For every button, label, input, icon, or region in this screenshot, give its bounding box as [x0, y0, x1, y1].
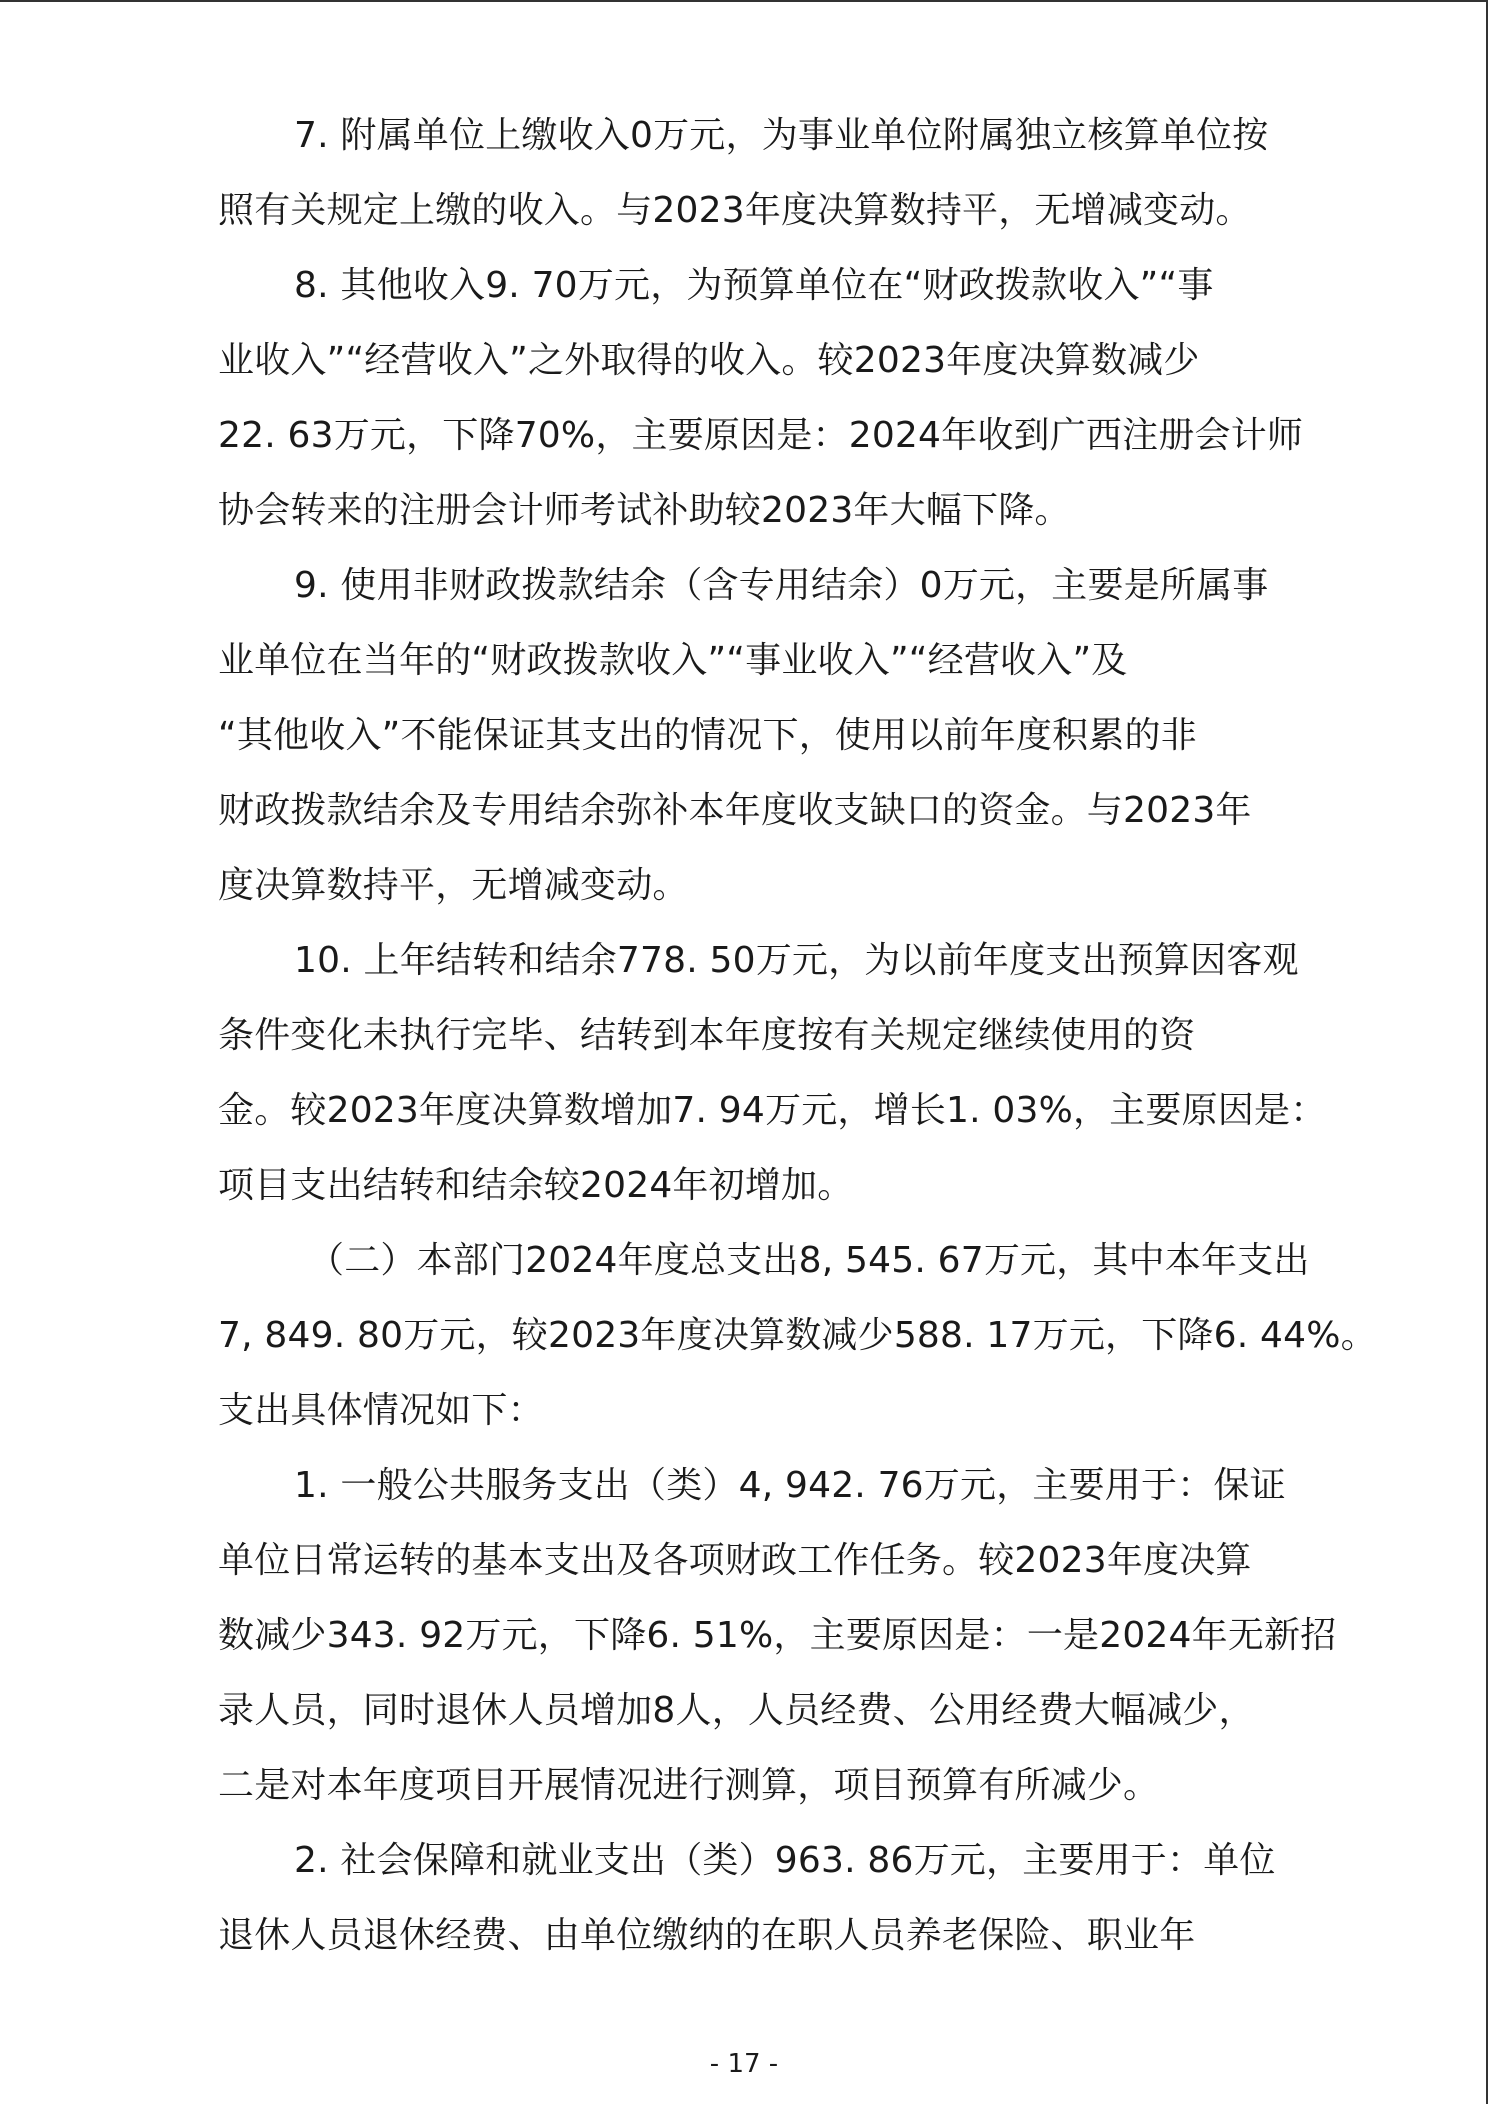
- text-line: 单位日常运转的基本支出及各项财政工作任务。较2023年度决算: [218, 1540, 1252, 1581]
- text-line: 业单位在当年的“财政拨款收入”“事业收入”“经营收入”及: [218, 640, 1128, 681]
- paragraph-general-public-services: [218, 1448, 1337, 1823]
- text-line: 支出具体情况如下：: [218, 1390, 544, 1431]
- text-line: 9. 使用非财政拨款结余（含专用结余）0万元，主要是所属事: [294, 565, 1269, 606]
- text-line: 协会转来的注册会计师考试补助较2023年大幅下降。: [218, 490, 1071, 531]
- text-line: 22. 63万元，下降70%，主要原因是：2024年收到广西注册会计师: [218, 415, 1304, 456]
- text-line: 条件变化未执行完毕、结转到本年度按有关规定继续使用的资: [218, 1015, 1196, 1056]
- text-line: 2. 社会保障和就业支出（类）963. 86万元，主要用于：单位: [294, 1840, 1276, 1881]
- paragraph-other-income: [218, 248, 1304, 548]
- text-line: 金。较2023年度决算数增加7. 94万元，增长1. 03%，主要原因是：: [218, 1090, 1327, 1131]
- text-line: “其他收入”不能保证其支出的情况下，使用以前年度积累的非: [218, 715, 1197, 756]
- document-body: [218, 98, 1377, 1973]
- text-line: 照有关规定上缴的收入。与2023年度决算数持平，无增减变动。: [218, 190, 1252, 231]
- text-line: 1. 一般公共服务支出（类）4, 942. 76万元，主要用于：保证: [294, 1465, 1286, 1506]
- text-line: 退休人员退休经费、由单位缴纳的在职人员养老保险、职业年: [218, 1915, 1196, 1956]
- paragraph-prior-year-carryover: [218, 923, 1327, 1223]
- paragraph-total-expenditure: [218, 1223, 1377, 1448]
- paragraph-non-fiscal-balance: [218, 548, 1286, 923]
- text-line: 财政拨款结余及专用结余弥补本年度收支缺口的资金。与2023年: [218, 790, 1252, 831]
- text-line: 二是对本年度项目开展情况进行测算，项目预算有所减少。: [218, 1765, 1160, 1806]
- text-line: 7, 849. 80万元，较2023年度决算数减少588. 17万元，下降6. 44%。: [218, 1315, 1377, 1356]
- text-line: 业收入”“经营收入”之外取得的收入。较2023年度决算数减少: [218, 340, 1200, 381]
- text-line: 数减少343. 92万元，下降6. 51%，主要原因是：一是2024年无新招: [218, 1615, 1337, 1656]
- text-line: 8. 其他收入9. 70万元，为预算单位在“财政拨款收入”“事: [294, 265, 1214, 306]
- text-line: 度决算数持平，无增减变动。: [218, 865, 689, 906]
- text-line: 录人员，同时退休人员增加8人，人员经费、公用经费大幅减少，: [218, 1690, 1255, 1731]
- text-line: 7. 附属单位上缴收入0万元，为事业单位附属独立核算单位按: [294, 115, 1269, 156]
- text-line: 10. 上年结转和结余778. 50万元，为以前年度支出预算因客观: [294, 940, 1299, 981]
- paragraph-attached-unit-income: [218, 98, 1286, 248]
- text-line: 项目支出结转和结余较2024年初增加。: [218, 1165, 854, 1206]
- paragraph-social-security: [218, 1823, 1286, 1973]
- page-number: - 17 -: [709, 2049, 779, 2079]
- text-line: （二）本部门2024年度总支出8, 545. 67万元，其中本年支出: [308, 1240, 1310, 1281]
